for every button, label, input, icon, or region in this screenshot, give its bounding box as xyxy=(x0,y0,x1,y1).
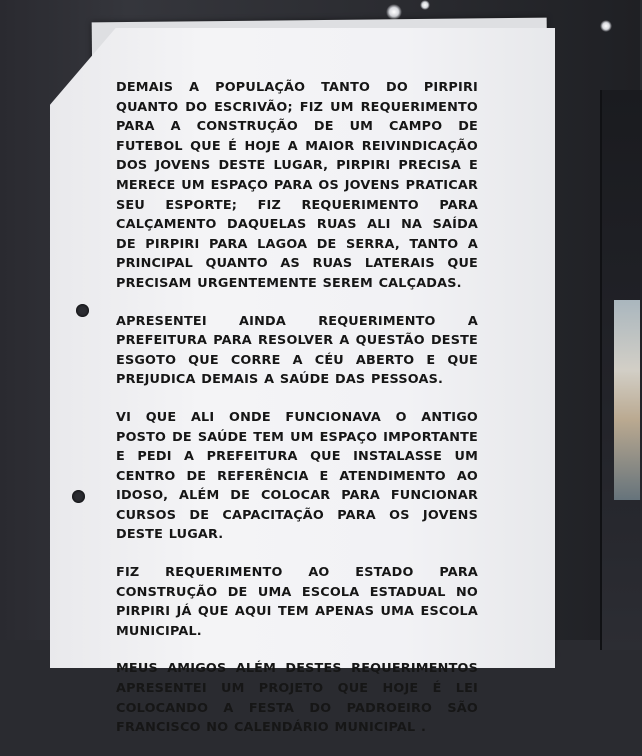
paragraph: MEUS AMIGOS ALÉM DESTES REQUERIMENTOS APRESENTEI UM PROJETO QUE HOJE É LEI COLOCANDO A FESTA DO PADROEIRO SÃO FRANCISCO NO CALENDÁRIO MUNICIPAL . xyxy=(116,661,478,736)
paragraph: VI QUE ALI ONDE FUNCIONAVA O ANTIGO POSTO DE SAÚDE TEM UM ESPAÇO IMPORTANTE E PEDI A PREFEITURA QUE INSTALASSE UM CENTRO DE REFERÊNCIA E ATENDIMENTO AO IDOSO, ALÉM DE COLOCAR PARA FUNCIONAR CURSOS DE CAPACITAÇÃO PARA OS JOVENS DESTE LUGAR. xyxy=(116,409,478,543)
document-text xyxy=(116,78,478,756)
punch-hole xyxy=(72,490,85,503)
light-reflection xyxy=(386,4,402,20)
paragraph: APRESENTEI AINDA REQUERIMENTO A PREFEITURA PARA RESOLVER A QUESTÃO DESTE ESGOTO QUE CORRE A CÉU ABERTO E QUE PREJUDICA DEMAIS A SAÚDE DAS PESSOAS. xyxy=(116,313,478,388)
punch-hole xyxy=(76,304,89,317)
paragraph: FIZ REQUERIMENTO AO ESTADO PARA CONSTRUÇÃO DE UMA ESCOLA ESTADUAL NO PIRPIRI JÁ QUE AQUI TEM APENAS UMA ESCOLA MUNICIPAL. xyxy=(116,565,478,639)
light-reflection xyxy=(600,20,612,32)
light-reflection xyxy=(420,0,430,10)
paragraph: DEMAIS A POPULAÇÃO TANTO DO PIRPIRI QUANTO DO ESCRIVÃO; FIZ UM REQUERIMENTO PARA A CONSTRUÇÃO DE UM CAMPO DE FUTEBOL QUE É HOJE A MAIOR REIVINDICAÇÃO DOS JOVENS DESTE LUGAR, PIRPIRI PRECISA E MERECE UM ESPAÇO PARA OS JOVENS PRATICAR SEU ESPORTE; FIZ REQUERIMENTO PARA CALÇAMENTO DAQUELAS RUAS ALI NA SAÍDA DE PIRPIRI PARA LAGOA DE SERRA, TANTO A PRINCIPAL QUANTO AS RUAS LATERAIS QUE PRECISAM URGENTEMENTE SEREM CALÇADAS. xyxy=(116,80,478,291)
background-poster xyxy=(614,300,640,500)
